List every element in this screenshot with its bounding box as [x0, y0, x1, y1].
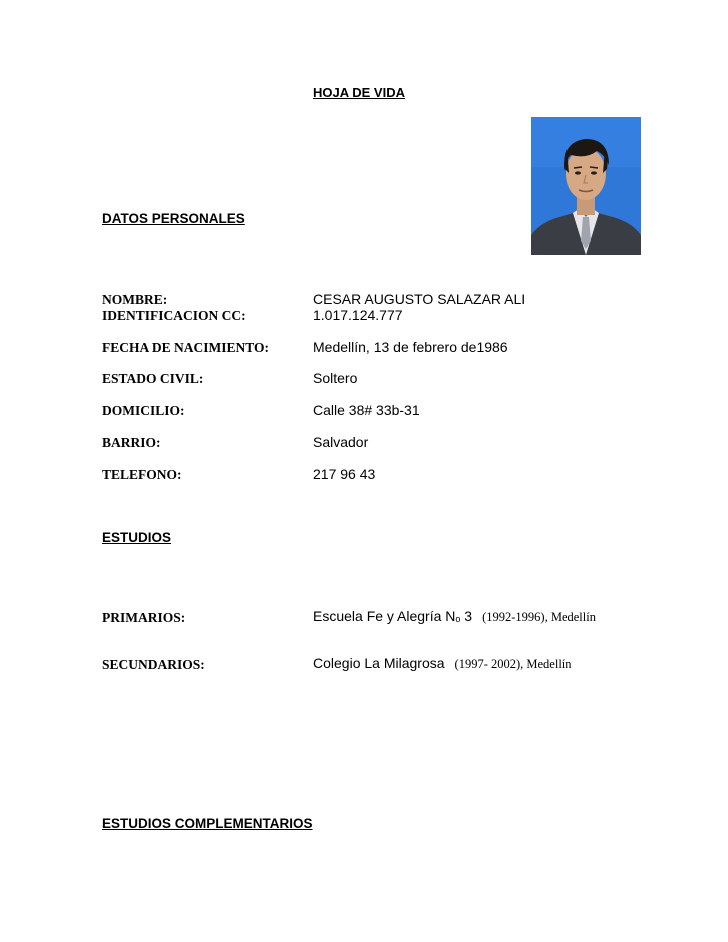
- primary-studies-detail: (1992-1996), Medellín: [482, 610, 596, 624]
- section-personal-data: DATOS PERSONALES: [102, 211, 245, 226]
- id-value: 1.017.124.777: [313, 307, 403, 323]
- phone-label: TELEFONO:: [102, 467, 182, 482]
- secondary-studies-label: SECUNDARIOS:: [102, 657, 205, 672]
- phone-value: 217 96 43: [313, 466, 376, 482]
- secondary-studies-value: [313, 655, 572, 673]
- secondary-school: Colegio La Milagrosa: [313, 655, 445, 671]
- civil-status-value: Soltero: [313, 370, 358, 386]
- primary-studies-label: PRIMARIOS:: [102, 610, 186, 625]
- primary-school-number: 3: [460, 608, 473, 624]
- birth-label: FECHA DE NACIMIENTO:: [102, 340, 270, 355]
- address-label: DOMICILIO:: [102, 403, 185, 418]
- section-complementary-studies: ESTUDIOS COMPLEMENTARIOS: [102, 816, 313, 831]
- primary-school-number-sup: o: [455, 614, 461, 624]
- page-title: HOJA DE VIDA: [313, 85, 405, 100]
- district-value: Salvador: [313, 434, 369, 450]
- primary-studies-value: [313, 608, 596, 626]
- person-portrait-icon: [531, 117, 641, 255]
- section-studies: ESTUDIOS: [102, 530, 172, 545]
- secondary-studies-detail: (1997- 2002), Medellín: [454, 657, 572, 671]
- name-value: CESAR AUGUSTO SALAZAR ALI: [313, 291, 526, 307]
- address-value: Calle 38# 33b-31: [313, 402, 420, 418]
- birth-value: Medellín, 13 de febrero de1986: [313, 339, 508, 355]
- district-label: BARRIO:: [102, 435, 161, 450]
- primary-school: Escuela Fe y Alegría N: [313, 608, 456, 624]
- profile-photo: [531, 117, 641, 255]
- civil-status-label: ESTADO CIVIL:: [102, 371, 204, 386]
- id-label: IDENTIFICACION CC:: [102, 308, 246, 323]
- name-label: NOMBRE:: [102, 292, 168, 307]
